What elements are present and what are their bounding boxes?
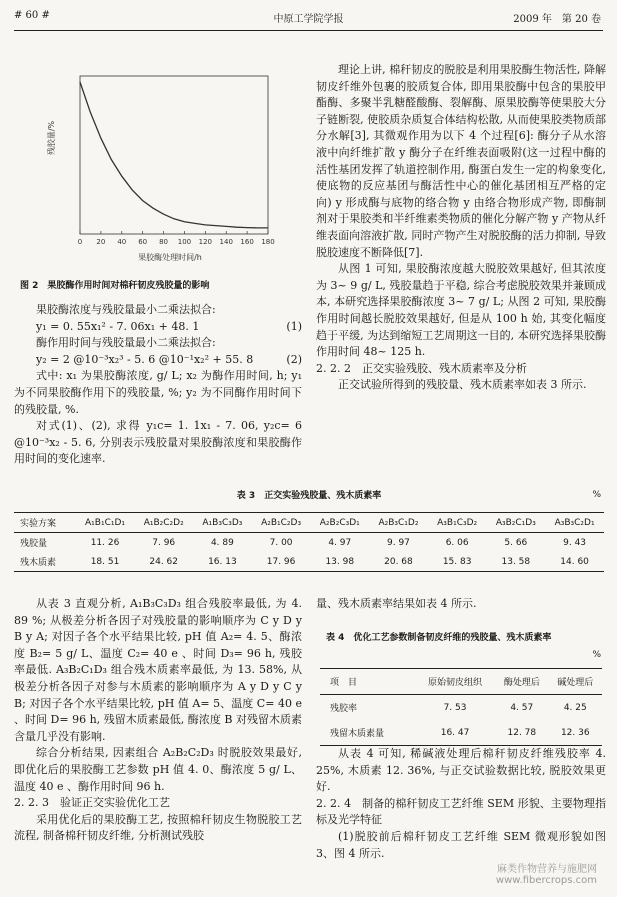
table-cell: 4. 97 (328, 537, 352, 548)
paragraph: 理论上讲, 棉秆韧皮的脱胶是利用果胶酶生物活性, 降解韧皮纤维外包裹的胶质复合体, 即用果胶酶中包含的果胶甲酯酶、多聚半乳糖醛酸酶、裂解酶、原果胶酶等使果胶大分子链断裂, 使胶质杂质复合体结构松散, 从而使果胶类物质部分水解[3], 其微观作用为以下 4 个过程[6]: 酶分子从水溶液中向纤维扩散 y 酶分子在纤维表面吸附(这一过程中酶的活性基团发挥了轨道控制作用, 酶蛋白发生一定的构象变化, 使底物的反应基团与酶活性中心的催化基团相互严格的定向) y 形成酶与底物的络合物 y 由络合物形成产物, 即酶制剂对于果胶类和半纤维素类物质的催化分解产物 y 产物从纤维表面向溶液扩散, 同时产物产生对脱胶酶的活力抑制, 导致脱胶速度不断降低[7]. (316, 63, 606, 259)
paragraph: 综合分析结果, 因素组合 A₂B₂C₂D₃ 时脱胶效果最好, 即优化后的果胶酶工艺参数 pH 值 4. 0、酶浓度 5 g/ L、温度 40 e 、酶作用时间 96 h. (14, 746, 302, 793)
equation-2 (14, 352, 302, 369)
table-cell: 7. 96 (152, 537, 176, 548)
paragraph: 从表 3 直观分析, A₁B₃C₃D₃ 组合残胶率最低, 为 4. 89 %; 从极差分析各因子对残胶量的影响顺序为 C y D y B y A; 对因子各个水平结果比较, pH 值 A₂= 4. 5、酶浓度 B₂= 5 g/ L、温度 C₂= 40 e 、时间 D₃= 96 h, 残胶率最低. A₃B₂C₁D₃ 组合残木质素率最低, 为 13. 58%, 从极差分析各因子对参与木质素的影响顺序为 A y D y C y B; 对因子各个水平结果比较, pH 值 A= 5、温度 C= 40 e 、时间 D= 96 h, 残留木质素最低, 酶浓度 B 对残留木质素含量几乎没有影响. (14, 597, 302, 743)
chart-x-tick-label: 120 (198, 238, 213, 246)
table-cell: 4. 25 (563, 702, 587, 713)
right-column (316, 62, 606, 394)
chart-x-tick-label: 100 (177, 238, 192, 246)
paragraph: 果胶酶浓度与残胶量最小二乘法拟合: (36, 303, 216, 316)
table-cell: 18. 51 (90, 556, 120, 567)
table-header-row (14, 513, 604, 533)
chart-y-axis-label: 残胶量/% (47, 120, 56, 156)
paragraph: 采用优化后的果胶酶工艺, 按照棉秆韧皮生物脱胶工艺流程, 制备棉秆韧皮纤维, 分析测试残胶 (14, 812, 302, 843)
table-header-cell: A₂B₂C₃D₁ (319, 517, 360, 528)
table-3 (14, 512, 604, 572)
left-column (14, 302, 302, 468)
table-header-cell: A₁B₁C₁D₁ (85, 517, 125, 528)
section-heading: 2. 2. 2 正交实验残胶、残木质素率及分析 (316, 361, 527, 375)
journal-title: 中原工学院学报 (273, 14, 344, 25)
page-number: # 60 # (14, 10, 50, 21)
watermark (496, 860, 597, 886)
table-4-unit: % (592, 650, 601, 660)
figure-2-caption: 图 2 果胶酶作用时间对棉秆韧皮残胶量的影响 (20, 281, 210, 291)
table-header-cell: A₂B₃C₁D₂ (378, 517, 419, 528)
table-cell: 20. 68 (384, 556, 413, 567)
issue-info: 2009 年 第 20 卷 (513, 14, 601, 25)
table-cell: 13. 58 (501, 556, 531, 567)
chart-x-tick-label: 0 (77, 238, 83, 246)
table-row (14, 552, 604, 572)
table-cell: 12. 78 (507, 727, 537, 738)
figure-2 (40, 68, 278, 268)
table-header-cell: 碱处理后 (557, 678, 594, 688)
equation-2-number: (2) (286, 352, 302, 366)
chart-x-tick-label: 180 (261, 238, 275, 246)
chart-x-tick-label: 20 (96, 238, 106, 246)
table-3-caption: 表 3 正交实验残胶量、残木质素率 (236, 491, 382, 501)
table-cell: 11. 26 (90, 537, 120, 548)
section-heading: 2. 2. 4 制备的棉秆韧皮工艺纤维 SEM 形貌、主要物理指标及光学特征 (316, 796, 606, 827)
table-cell: 4. 89 (210, 537, 234, 548)
chart-x-tick-label: 160 (240, 238, 254, 246)
table-cell: 17. 96 (266, 556, 296, 567)
table-cell: 16. 13 (208, 556, 237, 567)
table-cell: 5. 66 (504, 537, 528, 548)
table-cell: 4. 57 (510, 702, 534, 713)
table-cell: 12. 36 (560, 727, 590, 738)
chart-x-tick-label: 60 (138, 238, 148, 246)
chart-x-tick-label: 40 (117, 238, 127, 246)
bottom-right-column (316, 746, 606, 862)
table-cell: 16. 47 (440, 727, 470, 738)
chart-plot-frame (80, 76, 268, 234)
table-cell: 7. 00 (269, 537, 293, 548)
equation-1-number: (1) (286, 319, 302, 333)
table-header-cell: 酶处理后 (503, 678, 540, 688)
table-header-cell: A₂B₁C₂D₃ (261, 517, 302, 528)
paragraph: 从图 1 可知, 果胶酶浓度越大脱胶效果越好, 但其浓度为 3~ 9 g/ L, 残胶量趋于平稳, 综合考虑脱胶效果并兼顾成本, 本研究选择果胶酶浓度 3~ 7 g/ L; 从图 2 可知, 果胶酶作用时间越长脱胶效果越好, 但是从 100 h 始, 其变化幅度趋于平缓, 为达到缩短工艺周期这一目的, 本研究选择果胶酶作用时间 48~ 125 h. (316, 262, 606, 359)
chart-x-axis-label: 果胶酶处理时间/h (138, 253, 202, 262)
table-cell: 14. 60 (560, 556, 589, 567)
table-3-unit: % (592, 490, 601, 500)
paragraph: 式中: x₁ 为果胶酶浓度, g/ L; x₂ 为酶作用时间, h; y₁ 为不同果胶酶作用下的残胶量, %; y₂ 为不同酶作用时间下的残胶量, %. (14, 369, 302, 416)
table-header-cell: A₁B₃C₃D₃ (202, 517, 243, 528)
table-header-row (320, 669, 602, 695)
bottom-right-top (316, 596, 606, 613)
table-header-cell: A₃B₂C₁D₃ (495, 517, 536, 528)
table-row (320, 720, 602, 746)
paragraph: 酶作用时间与残胶量最小二乘法拟合: (36, 336, 216, 350)
table-cell: 24. 62 (149, 556, 179, 567)
table-header-cell: A₁B₂C₂D₂ (143, 517, 184, 528)
figure-2-chart (40, 68, 278, 268)
chart-x-tick-label: 140 (219, 238, 233, 246)
table-header-cell: A₃B₁C₃D₂ (437, 517, 478, 528)
equation-1 (14, 319, 302, 336)
bottom-left-column (14, 596, 302, 845)
section-heading: 2. 2. 3 验证正交实验优化工艺 (14, 796, 170, 810)
table-cell: 残胶量 (20, 539, 48, 549)
header-rule (14, 30, 603, 31)
chart-series-line (80, 82, 268, 228)
table-header-cell: 实验方案 (20, 519, 57, 529)
table-4 (320, 668, 602, 746)
watermark-line-1: 麻类作物营养与施肥网 (497, 864, 597, 875)
table-cell: 13. 98 (325, 556, 355, 567)
paragraph: 从表 4 可知, 稀碱液处理后棉秆韧皮纤维残胶率 4. 25%, 木质素 12. 36%, 与正交试验数据比较, 脱胶效果更好. (316, 747, 606, 794)
table-row (14, 533, 604, 553)
table-row (320, 695, 602, 721)
paragraph: 量、残木质素率结果如表 4 所示. (316, 597, 477, 610)
table-cell: 7. 53 (443, 702, 467, 713)
paragraph: (1)脱胶前后棉秆韧皮工艺纤维 SEM 微观形貌如图 3、图 4 所示. (316, 829, 606, 860)
watermark-line-2: www.fibercrops.com (495, 875, 597, 886)
table-cell: 残木质素 (20, 558, 57, 568)
table-header-cell: 项 目 (330, 678, 358, 688)
table-header-cell: 原始韧皮组织 (428, 678, 483, 688)
equation-2-body: y₂ = 2 @10⁻³x₂³ - 5. 6 @10⁻¹x₂² + 55. 8 (36, 352, 254, 366)
chart-x-tick-label: 80 (159, 238, 169, 246)
table-header-cell: A₃B₃C₂D₁ (554, 517, 595, 528)
table-4-caption: 表 4 优化工艺参数制备韧皮纤维的残胶量、残木质素率 (326, 633, 552, 643)
table-cell: 15. 83 (442, 556, 472, 567)
table-cell: 9. 97 (387, 537, 410, 548)
paragraph: 对式(1)、(2), 求得 y₁c= 1. 1x₁ - 7. 06, y₂c= 6 @10⁻³x₂ - 5. 6, 分别表示残胶量对果胶酶浓度和果胶酶作用时间的变化速率. (14, 419, 302, 466)
table-cell: 残胶率 (330, 704, 358, 714)
paragraph: 正交试验所得到的残胶量、残木质素率如表 3 所示. (338, 378, 587, 392)
equation-1-body: y₁ = 0. 55x₁² - 7. 06x₁ + 48. 1 (36, 319, 200, 333)
table-cell: 6. 06 (445, 537, 469, 548)
table-cell: 残留木质素量 (330, 729, 385, 739)
table-cell: 9. 43 (563, 537, 587, 548)
